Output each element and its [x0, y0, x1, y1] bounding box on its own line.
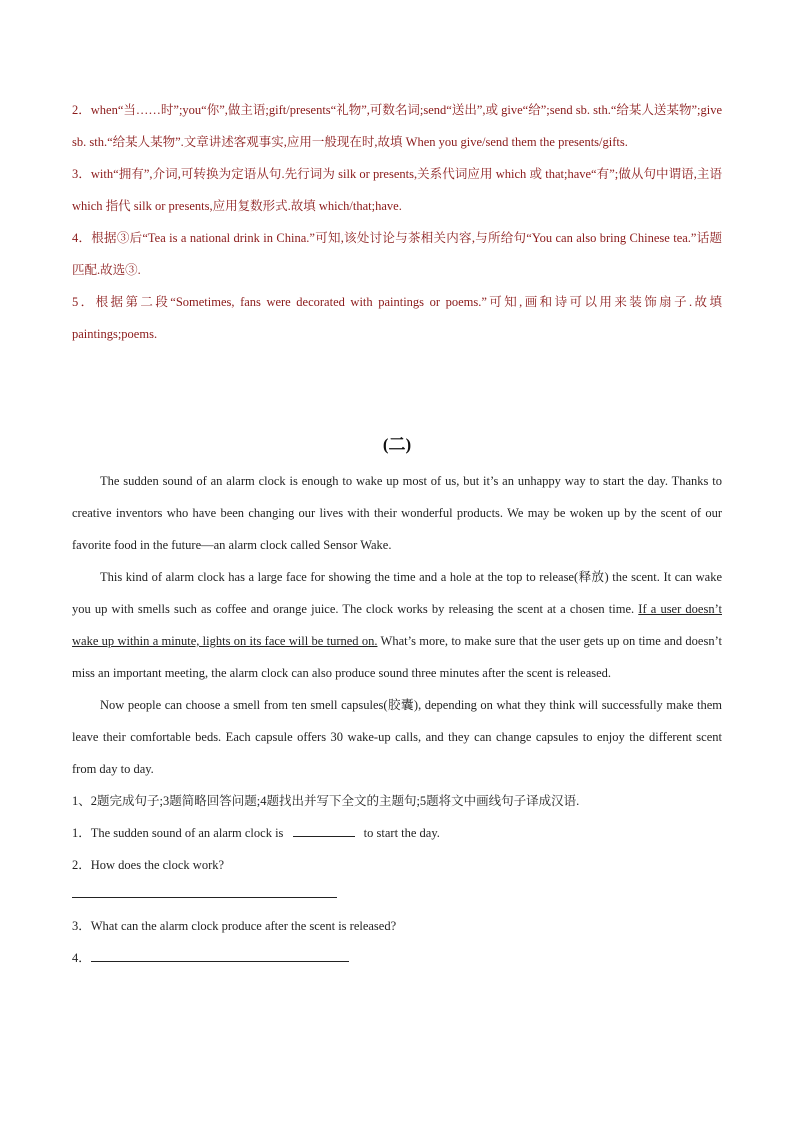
answer-explanation-3: 3．with“拥有”,介词,可转换为定语从句.先行词为 silk or presents,关系代词应用 which 或 that;have“有”;做从句中谓语,主语 which 指代 silk or presents,应用复数形式.故填 which/that;have. [72, 167, 722, 213]
answer-explanation-4: 4．根据③后“Tea is a national drink in China.”可知,该处讨论与茶相关内容,与所给句“You can also bring Chinese tea.”话题匹配.故选③. [72, 231, 722, 277]
question-3: 3．What can the alarm clock produce after the scent is released? [72, 919, 397, 933]
question-instructions: 1、2题完成句子;3题简略回答问题;4题找出并写下全文的主题句;5题将文中画线句子译成汉语. [72, 794, 580, 808]
answer-explanation-2: 2．when“当……时”;you“你”,做主语;gift/presents“礼物”,可数名词;send“送出”,或 give“给”;send sb. sth.“给某人送某物”;give sb. sth.“给某人某物”.文章讲述客观事实,应用一般现在时,故填 When you give/send them the presents/gifts. [72, 103, 722, 149]
section-title: (二) [382, 435, 412, 454]
answer-explanations [72, 94, 722, 350]
question-1-prefix: 1．The sudden sound of an alarm clock is [72, 826, 287, 840]
question-1-blank[interactable] [293, 824, 355, 837]
passage-paragraph-3: Now people can choose a smell from ten smell capsules(胶囊), depending on what they think will successfully make them leave their comfortable beds. Each capsule offers 30 wake-up calls, and they can change capsules to enjoy the different scent from day to day. [72, 698, 722, 776]
passage-paragraph-1: The sudden sound of an alarm clock is enough to wake up most of us, but it’s an unhappy way to start the day. Thanks to creative inventors who have been changing our lives with their wonderful products. We may be woken up by the scent of our favorite food in the future—an alarm clock called Sensor Wake. [72, 474, 722, 552]
question-2: 2．How does the clock work? [72, 858, 225, 872]
answer-explanation-5: 5．根据第二段“Sometimes, fans were decorated with paintings or poems.”可知,画和诗可以用来装饰扇子.故填 paintings;poems. [72, 295, 722, 341]
question-4-answer-line[interactable] [91, 947, 349, 962]
question-1 [72, 817, 722, 849]
passage-paragraph-2 [72, 561, 722, 689]
underlined-sentence: If a user doesn’t wake up within a minute, lights on its face will be turned on. [72, 602, 722, 648]
question-2-answer-line[interactable] [72, 881, 337, 898]
reading-passage [72, 465, 722, 974]
paragraph-2-text-b: What’s more, to make sure that the user gets up on time and doesn’t miss an important meeting, the alarm clock can also produce sound three minutes after the scent is released. [72, 634, 722, 680]
question-4-number: 4． [72, 951, 91, 965]
question-4 [72, 942, 722, 974]
paragraph-2-text-a: This kind of alarm clock has a large face for showing the time and a hole at the top to release(释放) the scent. It can wake you up with smells such as coffee and orange juice. The clock works by releasing the scent at a chosen time. [72, 570, 722, 616]
question-1-suffix: to start the day. [360, 826, 440, 840]
